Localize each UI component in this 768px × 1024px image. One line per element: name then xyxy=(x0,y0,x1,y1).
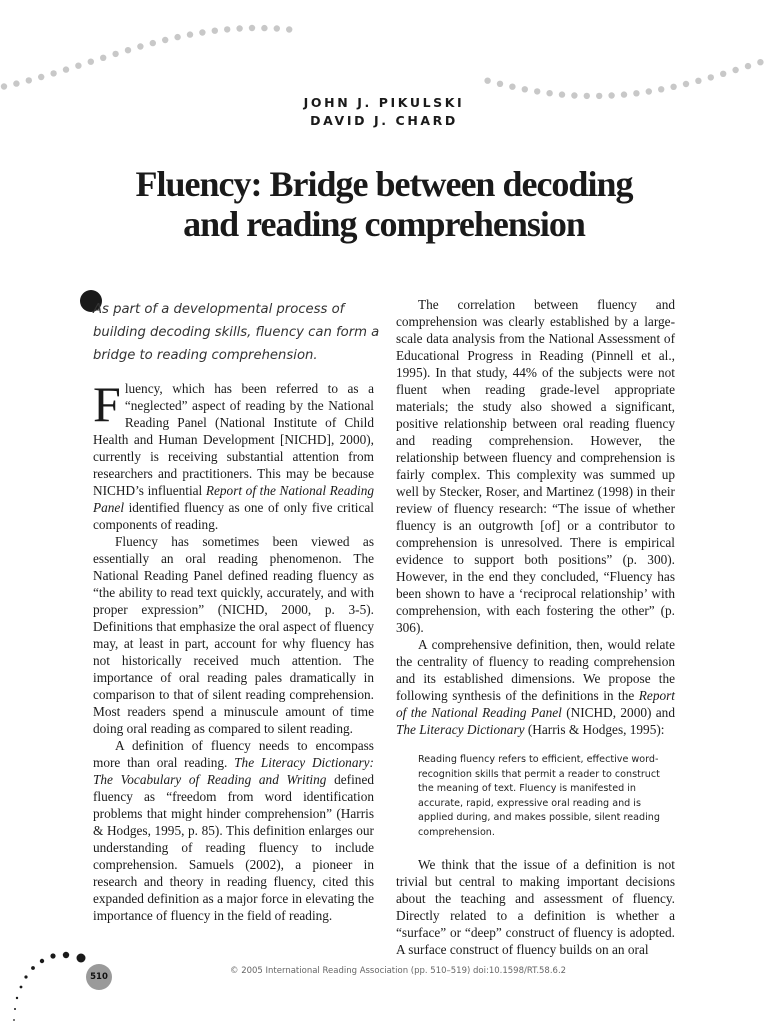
paragraph: A comprehensive definition, then, would relate the centrality of fluency to reading comprehension and its established dimensions. We propose the following synthesis of the definitions in the Report of the National Reading Panel (NICHD, 2000) and The Literacy Dictionary (Harris & Hodges, 1995): xyxy=(396,637,675,737)
decorative-dot xyxy=(571,92,577,98)
decorative-dot xyxy=(224,26,230,32)
decorative-dot xyxy=(584,93,590,99)
author-name: JOHN J. PIKULSKI xyxy=(303,95,465,110)
page-number: 510 xyxy=(86,964,112,990)
decorative-dot xyxy=(112,51,118,57)
decorative-dot xyxy=(621,91,627,97)
decorative-dot xyxy=(212,28,218,34)
decorative-dot xyxy=(695,78,701,84)
right-column xyxy=(396,296,675,958)
paragraph: The correlation between fluency and comprehension was clearly established by a large-scale data analysis from the National Assessment of Educational Progress in Reading (Pinnell et al., 1995). In that study, 44% of the subjects were not fluent when reading grade-level appropriate materials; the study also showed a significant, positive relationship between oral reading fluency and reading comprehension. However, the relationship between fluency and comprehension is fairly complex. This complexity was summed up well by Stecker, Roser, and Martinez (1998) in their review of fluency research: “The issue of whether fluency is an outgrowth [of] or a contributor to comprehension is unresolved. There is empirical evidence to support both positions” (p. 300). However, in the end they concluded, “Fluency has been shown to have a ‘reciprocal relationship’ with comprehension, with each fostering the other” (p. 306). xyxy=(396,297,675,635)
decorative-dot xyxy=(187,31,193,37)
decorative-dot xyxy=(174,34,180,40)
decorative-dot xyxy=(546,90,552,96)
decorative-dot xyxy=(633,90,639,96)
decorative-dot xyxy=(522,86,528,92)
author-list xyxy=(240,94,528,130)
decorative-dot xyxy=(484,78,490,84)
abstract-text: As part of a developmental process of building decoding skills, fluency can form a bridge to reading comprehension. xyxy=(93,302,380,363)
decorative-dot xyxy=(199,29,205,35)
drop-cap: F xyxy=(93,376,121,432)
decorative-dot xyxy=(137,43,143,49)
paragraph: A definition of fluency needs to encompass more than oral reading. The Literacy Dictionary: The Vocabulary of Reading and Writing defined fluency as “freedom from word identification problems that might hinder comprehension” (Harris & Hodges, 1995, p. 85). This definition enlarges our understanding of reading fluency to include comprehension. Samuels (2002), a pioneer in research and theory in reading fluency, cited this expanded definition as a major force in elevating the importance of fluency in the field of reading. xyxy=(93,738,374,923)
paragraph: We think that the issue of a definition is not trivial but central to making important decisions about the teaching and assessment of fluency. Directly related to a definition is whether a “surface” or “deep” construct of fluency is adopted. A surface construct of fluency builds on an oral xyxy=(396,857,675,957)
decorative-dot xyxy=(88,59,94,65)
decorative-dot xyxy=(708,74,714,80)
decorative-dot xyxy=(261,25,267,31)
decorative-dot xyxy=(596,93,602,99)
decorative-dot xyxy=(720,71,726,77)
decorative-dot xyxy=(13,80,19,86)
decorative-dot xyxy=(125,47,131,53)
article-title xyxy=(60,164,708,244)
paragraph: Fluency, which has been referred to as a “neglected” aspect of reading by the National Reading Panel (National Institute of Child Health and Human Development [NICHD], 2000), currently is receiving substantial attention from researchers and practitioners. This may be because NICHD’s influential Report of the National Reading Panel identified fluency as one of only five critical components of reading. xyxy=(93,376,374,532)
decorative-dot xyxy=(63,66,69,72)
decorative-dot xyxy=(1,83,7,89)
decorative-dot xyxy=(150,40,156,46)
decorative-dot xyxy=(100,55,106,61)
decorative-dot xyxy=(670,84,676,90)
decorative-dot xyxy=(162,37,168,43)
decorative-dot xyxy=(38,74,44,80)
decorative-dot xyxy=(26,77,32,83)
decorative-dot xyxy=(658,86,664,92)
decorative-dot xyxy=(608,92,614,98)
copyright-footer: © 2005 International Reading Association (pp. 510–519) doi:10.1598/RT.58.6.2 xyxy=(230,966,567,976)
decorative-dot xyxy=(646,88,652,94)
decorative-dot xyxy=(249,25,255,31)
decorative-dot xyxy=(509,84,515,90)
decorative-dot xyxy=(50,70,56,76)
title-line: Fluency: Bridge between decoding xyxy=(135,164,633,204)
decorative-dot xyxy=(75,62,81,68)
decorative-dot xyxy=(497,81,503,87)
decorative-dot xyxy=(745,63,751,69)
decorative-dot xyxy=(732,67,738,73)
left-column xyxy=(93,376,374,924)
decorative-dot xyxy=(683,81,689,87)
decorative-dot xyxy=(757,59,763,65)
author-name: DAVID J. CHARD xyxy=(310,113,458,128)
decorative-dot xyxy=(286,26,292,32)
decorative-dot xyxy=(559,91,565,97)
decorative-dot xyxy=(274,25,280,31)
definition-blockquote: Reading fluency refers to efficient, effective word-recognition skills that permit a reader to construct the meaning of text. Fluency is manifested in accurate, rapid, expressive oral reading and is applied during, and makes possible, silent reading comprehension. xyxy=(418,754,660,838)
paragraph: Fluency has sometimes been viewed as essentially an oral reading phenomenon. The National Reading Panel defined reading fluency as “the ability to read text quickly, accurately, and with proper expression” (NICHD, 2000, p. 3-5). Definitions that emphasize the oral aspect of fluency may, at least in part, account for why fluency has not historically received much attention. The importance of oral reading pales dramatically in comparison to that of silent reading comprehension. Most readers spend a minuscule amount of time doing oral reading as compared to silent reading. xyxy=(93,534,374,736)
title-line: and reading comprehension xyxy=(183,204,585,244)
decorative-dot xyxy=(236,25,242,31)
decorative-dot xyxy=(534,88,540,94)
